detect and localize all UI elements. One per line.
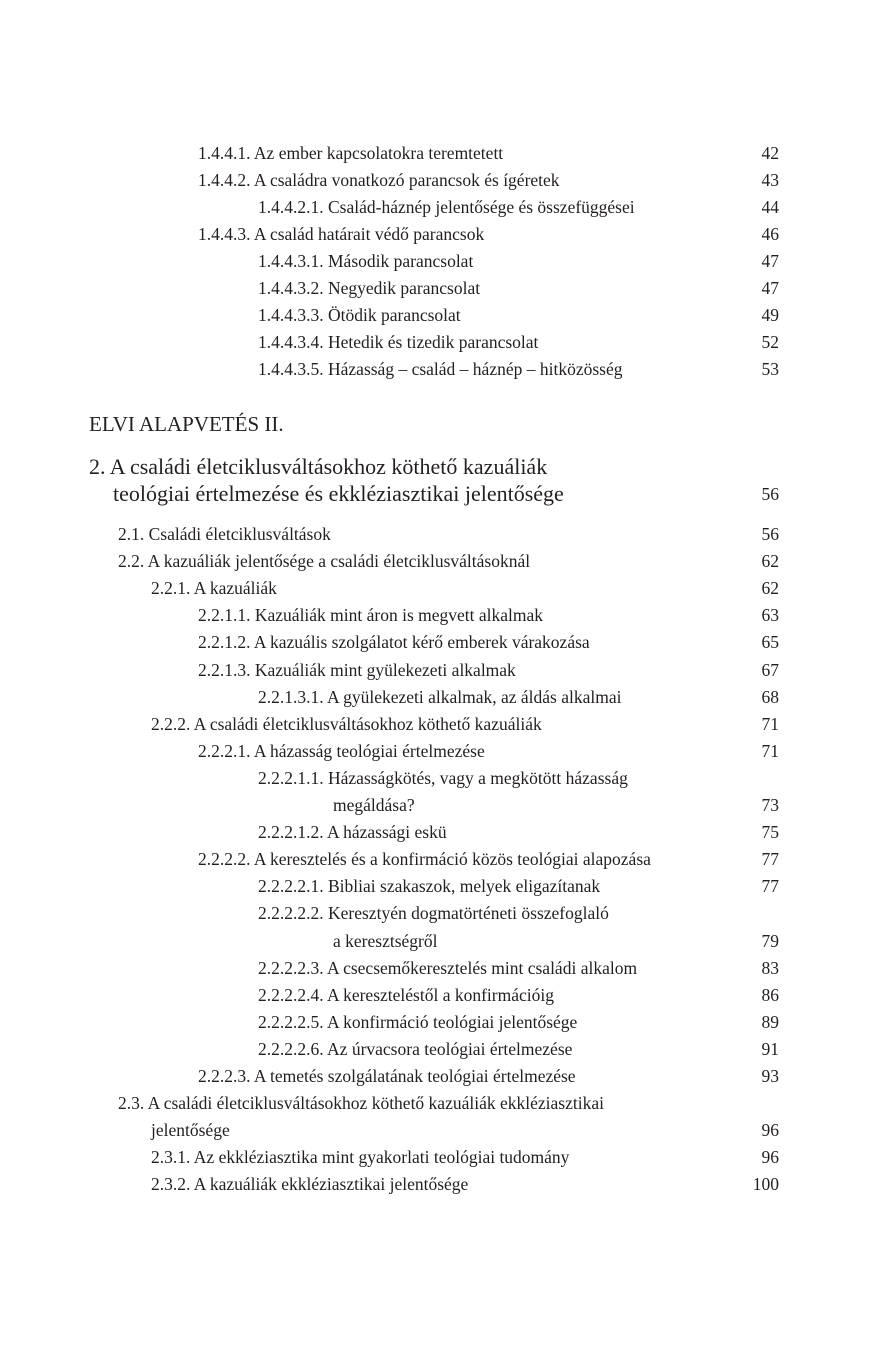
toc-entry: 1.4.4.1. Az ember kapcsolatokra teremtetett (198, 143, 504, 163)
toc-page-number: 83 (761, 958, 779, 978)
toc-page-number: 86 (761, 985, 779, 1005)
toc-page-number: 77 (761, 876, 779, 896)
toc-page-number: 79 (761, 931, 779, 951)
toc-page-number: 96 (761, 1147, 779, 1167)
toc-page-number: 47 (761, 251, 779, 271)
toc-page-number: 96 (761, 1120, 779, 1140)
toc-entry: 2.2.2.2.3. A csecsemőkeresztelés mint családi alkalom (258, 958, 638, 978)
toc-entry-continuation: megáldása? (333, 795, 415, 815)
toc-page-number: 77 (761, 849, 779, 869)
toc-entry: 2.2.2. A családi életciklusváltásokhoz köthető kazuáliák (151, 714, 542, 734)
section-heading: ELVI ALAPVETÉS II. (89, 412, 284, 436)
toc-entry: 2.3. A családi életciklusváltásokhoz köthető kazuáliák ekkléziasztikai (118, 1093, 604, 1113)
toc-entry: 2.3.1. Az ekkléziasztika mint gyakorlati teológiai tudomány (151, 1147, 570, 1167)
toc-entry-continuation: jelentősége (151, 1120, 230, 1140)
toc-page-number: 47 (761, 278, 779, 298)
toc-entry: 1.4.4.3.5. Házasság – család – háznép – hitközösség (258, 359, 623, 379)
toc-entry: 2.2. A kazuáliák jelentősége a családi életciklusváltásoknál (118, 551, 531, 571)
toc-entry: 1.4.4.3.2. Negyedik parancsolat (258, 278, 481, 298)
toc-entry: 2.2.2.2.1. Bibliai szakaszok, melyek eligazítanak (258, 876, 601, 896)
toc-page-number: 44 (761, 197, 779, 217)
toc-entry: 2.2.2.2.6. Az úrvacsora teológiai értelmezése (258, 1039, 573, 1059)
toc-page-number: 62 (761, 551, 779, 571)
toc-entry: 2.2.1.3. Kazuáliák mint gyülekezeti alkalmak (198, 660, 516, 680)
toc-entry: 1.4.4.2. A családra vonatkozó parancsok és ígéretek (198, 170, 560, 190)
toc-entry: 2.2.2.1. A házasság teológiai értelmezése (198, 741, 485, 761)
toc-entry: 1.4.4.3. A család határait védő parancsok (198, 224, 485, 244)
toc-entry: 2.2.1.1. Kazuáliák mint áron is megvett alkalmak (198, 605, 544, 625)
toc-entry: 2.2.2.2.5. A konfirmáció teológiai jelentősége (258, 1012, 578, 1032)
toc-entry: 1.4.4.3.4. Hetedik és tizedik parancsolat (258, 332, 539, 352)
toc-page-number: 71 (761, 741, 779, 761)
toc-page-number: 63 (761, 605, 779, 625)
toc-page-number: 46 (761, 224, 779, 244)
toc-entry: 2.2.2.3. A temetés szolgálatának teológiai értelmezése (198, 1066, 576, 1086)
toc-entry: 2.2.1.2. A kazuális szolgálatot kérő emberek várakozása (198, 632, 590, 652)
toc-entry: 1.4.4.3.1. Második parancsolat (258, 251, 474, 271)
toc-entry: 2.2.1. A kazuáliák (151, 578, 277, 598)
toc-entry: 1.4.4.2.1. Család-háznép jelentősége és összefüggései (258, 197, 635, 217)
toc-entry: 2.2.2.2.4. A kereszteléstől a konfirmációig (258, 985, 554, 1005)
toc-page-number: 62 (761, 578, 779, 598)
toc-page-number: 89 (761, 1012, 779, 1032)
toc-page-number: 93 (761, 1066, 779, 1086)
toc-page-number: 56 (761, 524, 779, 544)
toc-page-number: 100 (752, 1174, 779, 1194)
chapter-title-line-1: 2. A családi életciklusváltásokhoz köthető kazuáliák (89, 454, 548, 479)
toc-page-number: 65 (761, 632, 779, 652)
toc-page-number: 75 (761, 822, 779, 842)
toc-page-number: 71 (761, 714, 779, 734)
chapter-title-line-2: teológiai értelmezése és ekkléziasztikai jelentősége (113, 481, 564, 506)
toc-entry: 2.2.2.1.2. A házassági eskü (258, 822, 447, 842)
chapter-page-number: 56 (761, 484, 779, 504)
toc-entry: 2.2.2.2. A keresztelés és a konfirmáció közös teológiai alapozása (198, 849, 651, 869)
toc-page-number: 53 (761, 359, 779, 379)
toc-page-number: 52 (761, 332, 779, 352)
toc-page-number: 73 (761, 795, 779, 815)
toc-page-number: 43 (761, 170, 779, 190)
toc-entry: 2.2.2.2.2. Keresztyén dogmatörténeti összefoglaló (258, 903, 609, 923)
toc-entry: 2.2.1.3.1. A gyülekezeti alkalmak, az áldás alkalmai (258, 687, 622, 707)
toc-entry: 2.2.2.1.1. Házasságkötés, vagy a megkötött házasság (258, 768, 628, 788)
toc-entry: 1.4.4.3.3. Ötödik parancsolat (258, 305, 461, 325)
toc-page-number: 42 (761, 143, 779, 163)
toc-page-number: 68 (761, 687, 779, 707)
toc-page-number: 49 (761, 305, 779, 325)
toc-entry: 2.3.2. A kazuáliák ekkléziasztikai jelentősége (151, 1174, 469, 1194)
toc-entry-continuation: a keresztségről (333, 931, 438, 951)
toc-entry: 2.1. Családi életciklusváltások (118, 524, 331, 544)
toc-page-number: 67 (761, 660, 779, 680)
toc-page-number: 91 (761, 1039, 779, 1059)
